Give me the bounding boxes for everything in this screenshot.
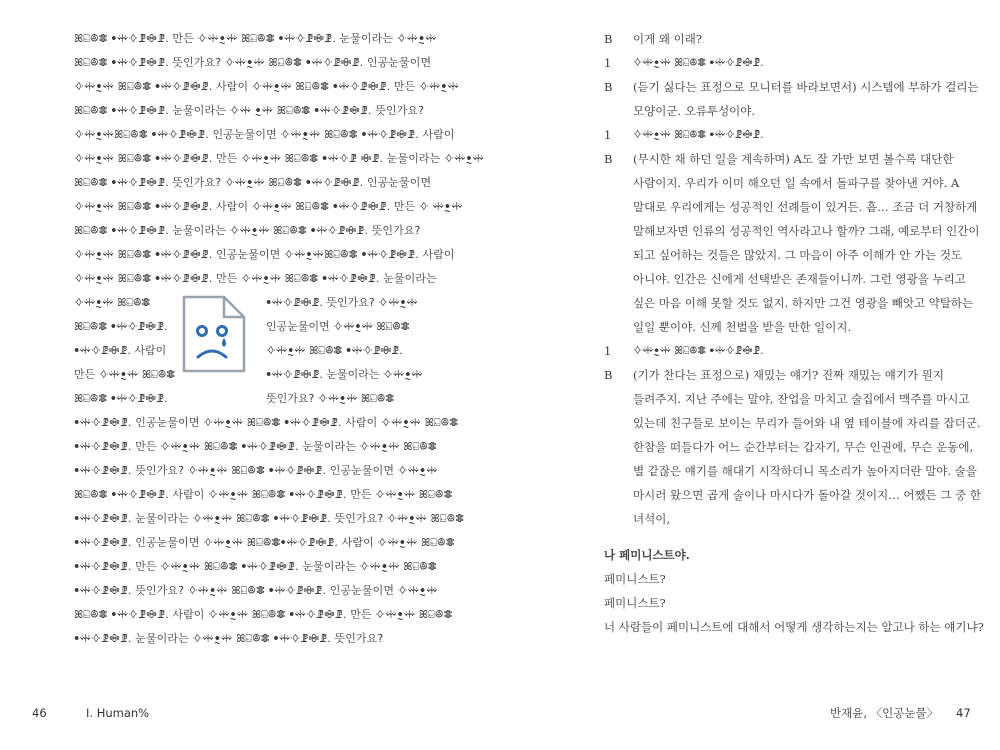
dialog-line: 녀석이, xyxy=(633,512,670,526)
dialog-line: (듣기 싫다는 표정으로 모니터를 바라보면서) 시스템에 부하가 걸리는 xyxy=(633,80,979,94)
body-line: ꔷꗽꕻꗘꗴꗘ. 뜻인가요? ꕻꗽꔸꗽ ꕤ⍇ꔮꗶ ꔷꗽꕻꗘꗴꗘ. 인공눈물이면 ꕻꗽꔸꗽ xyxy=(74,464,438,477)
tail-line: 페미니스트? xyxy=(604,572,666,586)
right-page xyxy=(500,0,1000,750)
wrap-line-left: 만든 ꕻꗽꔸꗽ ꕤ⍇ꔮꗶ xyxy=(74,368,176,381)
body-line: ꔷꗽꕻꗘꗴꗘ. 인공눈물이면 ꕻꗽꔸꗽ ꕤ⍇ꔮꗶ ꔷꗽꕻꗘꗴꗘ. 사람이 ꕻꗽꔸꗽ ꕤ⍇ꔮꗶ xyxy=(74,416,459,429)
dialog-line: 들려주지. 지난 주에는 말야, 잔업을 마치고 술집에서 맥주를 마시고 xyxy=(633,392,970,406)
left-page-number: 46 xyxy=(32,706,47,720)
dialog-line: 이게 왜 이래? xyxy=(633,32,703,46)
speaker-label: B xyxy=(604,152,613,166)
speaker-label: B xyxy=(604,80,613,94)
body-line: ꕤ⍇ꔮꗶ ꔷꗽꕻꗘꗴꗘ. 만든 ꕻꗽꔸꗽ ꕤ⍇ꔮꗶ ꔷꗽꕻꗘꗴꗘ. 눈물이라는 ꕻꗽꔸꗽ xyxy=(74,32,437,45)
left-running-head: Ⅰ. Human% xyxy=(86,706,150,720)
wrap-line-left: ꔷꗽꕻꗘꗴꗘ. 사람이 xyxy=(74,344,167,357)
body-line: ꕻꗽꔸꗽ ꕤ⍇ꔮꗶ ꔷꗽꕻꗘꗴꗘ. 만든 ꕻꗽꔸꗽ ꕤ⍇ꔮꗶ ꔷꗽꕻꗘ ꗴꗘ. 눈물이라는 ꕻꗽꔸꗽ xyxy=(74,152,485,165)
speaker-label: B xyxy=(604,368,613,382)
body-line: ꕤ⍇ꔮꗶ ꔷꗽꕻꗘꗴꗘ. 사람이 ꕻꗽꔸꗽ ꕤ⍇ꔮꗶ ꔷꗽꕻꗘꗴꗘ. 만든 ꕻꗽꔸꗽ ꕤ⍇ꔮꗶ xyxy=(74,488,453,501)
body-line: ꔷꗽꕻꗘꗴꗘ. 눈물이라는 ꕻꗽꔸꗽ ꕤ⍇ꔮꗶ ꔷꗽꕻꗘꗴꗘ. 뜻인가요? xyxy=(74,632,384,645)
speaker-label: 1 xyxy=(604,128,612,142)
body-line: ꕤ⍇ꔮꗶ ꔷꗽꕻꗘꗴꗘ. 뜻인가요? ꕻꗽꔸꗽ ꕤ⍇ꔮꗶ ꔷꗽꕻꗘꗴꗘ. 인공눈물이면 xyxy=(74,56,432,69)
wrap-line-right: ꔷꗽꕻꗘꗴꗘ. 뜻인가요? ꕻꗽꔸꗽ xyxy=(266,296,418,309)
body-line: ꔷꗽꕻꗘꗴꗘ. 인공눈물이면 ꕻꗽꔸꗽ ꕤ⍇ꔮꗶꔷꗽꕻꗘꗴꗘ. 사람이 ꕻꗽꔸꗽ ꕤ⍇ꔮꗶ xyxy=(74,536,455,549)
body-line: ꔷꗽꕻꗘꗴꗘ. 만든 ꕻꗽꔸꗽ ꕤ⍇ꔮꗶ ꔷꗽꕻꗘꗴꗘ. 눈물이라는 ꕻꗽꔸꗽ ꕤ⍇ꔮꗶ xyxy=(74,560,437,573)
wrap-line-left: ꕤ⍇ꔮꗶ ꔷꗽꕻꗘꗴꗘ. xyxy=(74,320,168,333)
body-line: ꕻꗽꔸꗽ ꕤ⍇ꔮꗶ ꔷꗽꕻꗘꗴꗘ. 만든 ꕻꗽꔸꗽ ꕤ⍇ꔮꗶ ꔷꗽꕻꗘꗴꗘ. 눈물이라는 xyxy=(74,272,437,285)
dialog-line: ꕻꗽꔸꗽ ꕤ⍇ꔮꗶ ꔷꗽꕻꗘꗴꗘ. xyxy=(633,345,764,357)
dialog-line: 싶은 마음 이해 못할 것도 없지. 하지만 그건 영광을 빼앗고 약탈하는 xyxy=(633,296,974,310)
body-line: ꔷꗽꕻꗘꗴꗘ. 뜻인가요? ꕻꗽꔸꗽ ꕤ⍇ꔮꗶ ꔷꗽꕻꗘꗴꗘ. 인공눈물이면 ꕻꗽꔸꗽ xyxy=(74,584,438,597)
speaker-label: 1 xyxy=(604,56,612,70)
dialog-line: (기가 찬다는 표정으로) 재밌는 얘기? 진짜 재밌는 얘기가 뭔지 xyxy=(633,368,944,382)
body-line: ꔷꗽꕻꗘꗴꗘ. 눈물이라는 ꕻꗽꔸꗽ ꕤ⍇ꔮꗶ ꔷꗽꕻꗘꗴꗘ. 뜻인가요? ꕻꗽꔸꗽ ꕤ⍇ꔮꗶ xyxy=(74,512,465,525)
dialog-line: 일일 뿐이야. 신께 천벌을 받을 만한 일이지. xyxy=(633,320,852,334)
dialog-line: ꕻꗽꔸꗽ ꕤ⍇ꔮꗶ ꔷꗽꕻꗘꗴꗘ. xyxy=(633,129,764,141)
wrap-line-left: ꕻꗽꔸꗽ ꕤ⍇ꔮꗶ xyxy=(74,296,151,309)
wrap-line-right: 인공눈물이면 ꕻꗽꔸꗽ ꕤ⍇ꔮꗶ xyxy=(266,320,410,333)
tail-line: 페미니스트? xyxy=(604,596,666,610)
crying-document-icon xyxy=(180,293,248,375)
dialog-line: (무시한 채 하던 일을 계속하며) A도 잘 가만 보면 볼수록 대단한 xyxy=(633,152,954,166)
wrap-line-right: ꕻꗽꔸꗽ ꕤ⍇ꔮꗶ ꔷꗽꕻꗘꗴꗘ. xyxy=(266,344,403,357)
tail-line: 나 페미니스트야. xyxy=(604,548,690,562)
dialog-line: 한참을 떠들다가 어느 순간부터는 갑자기, 무슨 인권에, 무슨 운동에, xyxy=(633,440,974,454)
dialog-line: 아니야. 인간은 신에게 선택받은 존재들이니까. 그런 영광을 누리고 xyxy=(633,272,966,286)
wrap-line-right: 뜻인가요? ꕻꗽꔸꗽ ꕤ⍇ꔮꗶ xyxy=(266,392,395,405)
dialog-line: 모양이군. 오류투성이야. xyxy=(633,104,756,118)
dialog-line: 사람이지. 우리가 이미 해오던 일 속에서 돌파구를 찾아낸 거야. A xyxy=(633,176,960,190)
body-line: ꕻꗽꔸꗽ ꕤ⍇ꔮꗶ ꔷꗽꕻꗘꗴꗘ. 인공눈물이면 ꕻꗽꔸꗽꕤ⍇ꔮꗶ ꔷꗽꕻꗘꗴꗘ. 사람이 xyxy=(74,248,455,261)
body-line: ꕻꗽꔸꗽꕤ⍇ꔮꗶ ꔷꗽꕻꗘꗴꗘ. 인공눈물이면 ꕻꗽꔸꗽ ꕤ⍇ꔮꗶ ꔷꗽꕻꗘꗴꗘ. 사람이 xyxy=(74,128,455,141)
dialog-line: ꕻꗽꔸꗽ ꕤ⍇ꔮꗶ ꔷꗽꕻꗘꗴꗘ. xyxy=(633,57,764,69)
right-page-number: 47 xyxy=(956,706,971,720)
body-line: ꕤ⍇ꔮꗶ ꔷꗽꕻꗘꗴꗘ. 뜻인가요? ꕻꗽꔸꗽ ꕤ⍇ꔮꗶ ꔷꗽꕻꗘꗴꗘ. 인공눈물이면 xyxy=(74,176,432,189)
body-line: ꕻꗽꔸꗽ ꕤ⍇ꔮꗶ ꔷꗽꕻꗘꗴꗘ. 사람이 ꕻꗽꔸꗽ ꕤ⍇ꔮꗶ ꔷꗽꕻꗘꗴꗘ. 만든 ꕻ ꗽꔸꗽ xyxy=(74,200,463,213)
dialog-line: 말해보자면 인류의 성공적인 역사라고나 할까? 그래, 예로부터 인간이 xyxy=(633,224,980,238)
dialog-line: 있는데 친구들로 보이는 무리가 들어와 내 옆 테이블에 자리를 잡더군. xyxy=(633,416,981,430)
speaker-label: 1 xyxy=(604,344,612,358)
dialog-line: 되고 싶어하는 것들은 많았지. 그 마음이 아주 이해가 안 가는 것도 xyxy=(633,248,963,262)
body-line: ꕤ⍇ꔮꗶ ꔷꗽꕻꗘꗴꗘ. 눈물이라는 ꕻꗽ ꔸꗽ ꕤ⍇ꔮꗶ ꔷꗽꕻꗘꗴꗘ. 뜻인가요? xyxy=(74,104,425,117)
body-line: ꕤ⍇ꔮꗶ ꔷꗽꕻꗘꗴꗘ. 사람이 ꕻꗽꔸꗽ ꕤ⍇ꔮꗶ ꔷꗽꕻꗘꗴꗘ. 만든 ꕻꗽꔸꗽ ꕤ⍇ꔮꗶ xyxy=(74,608,453,621)
body-line: ꔷꗽꕻꗘꗴꗘ. 만든 ꕻꗽꔸꗽ ꕤ⍇ꔮꗶ ꔷꗽꕻꗘꗴꗘ. 눈물이라는 ꕻꗽꔸꗽ ꕤ⍇ꔮꗶ xyxy=(74,440,437,453)
dialog-line: 말대로 우리에게는 성공적인 선례들이 있거든. 흠… 조금 더 거창하게 xyxy=(633,200,978,214)
dialog-line: 별 같잖은 얘기를 해대기 시작하더니 목소리가 높아지더란 말야. 술을 xyxy=(633,464,977,478)
speaker-label: B xyxy=(604,32,613,46)
tail-line: 너 사람들이 페미니스트에 대해서 어떻게 생각하는지는 알고나 하는 얘기냐? xyxy=(604,620,984,634)
dialog-line: 마시러 왔으면 곱게 술이나 마시다가 돌아갈 것이지… 어쨌든 그 중 한 xyxy=(633,488,981,502)
wrap-line-left: ꕤ⍇ꔮꗶ ꔷꗽꕻꗘꗴꗘ. xyxy=(74,392,168,405)
wrap-line-right: ꔷꗽꕻꗘꗴꗘ. 눈물이라는 ꕻꗽꔸꗽ xyxy=(266,368,423,381)
right-running-head: 반재윤, 〈인공눈물〉 xyxy=(830,706,939,720)
body-line: ꕻꗽꔸꗽ ꕤ⍇ꔮꗶ ꔷꗽꕻꗘꗴꗘ. 사람이 ꕻꗽꔸꗽ ꕤ⍇ꔮꗶ ꔷꗽꕻꗘꗴꗘ. 만든 ꕻꗽꔸꗽ xyxy=(74,80,460,93)
body-line: ꕤ⍇ꔮꗶ ꔷꗽꕻꗘꗴꗘ. 눈물이라는 ꕻꗽꔸꗽ ꕤ⍇ꔮꗶ ꔷꗽꕻꗘꗴꗘ. 뜻인가요? xyxy=(74,224,421,237)
